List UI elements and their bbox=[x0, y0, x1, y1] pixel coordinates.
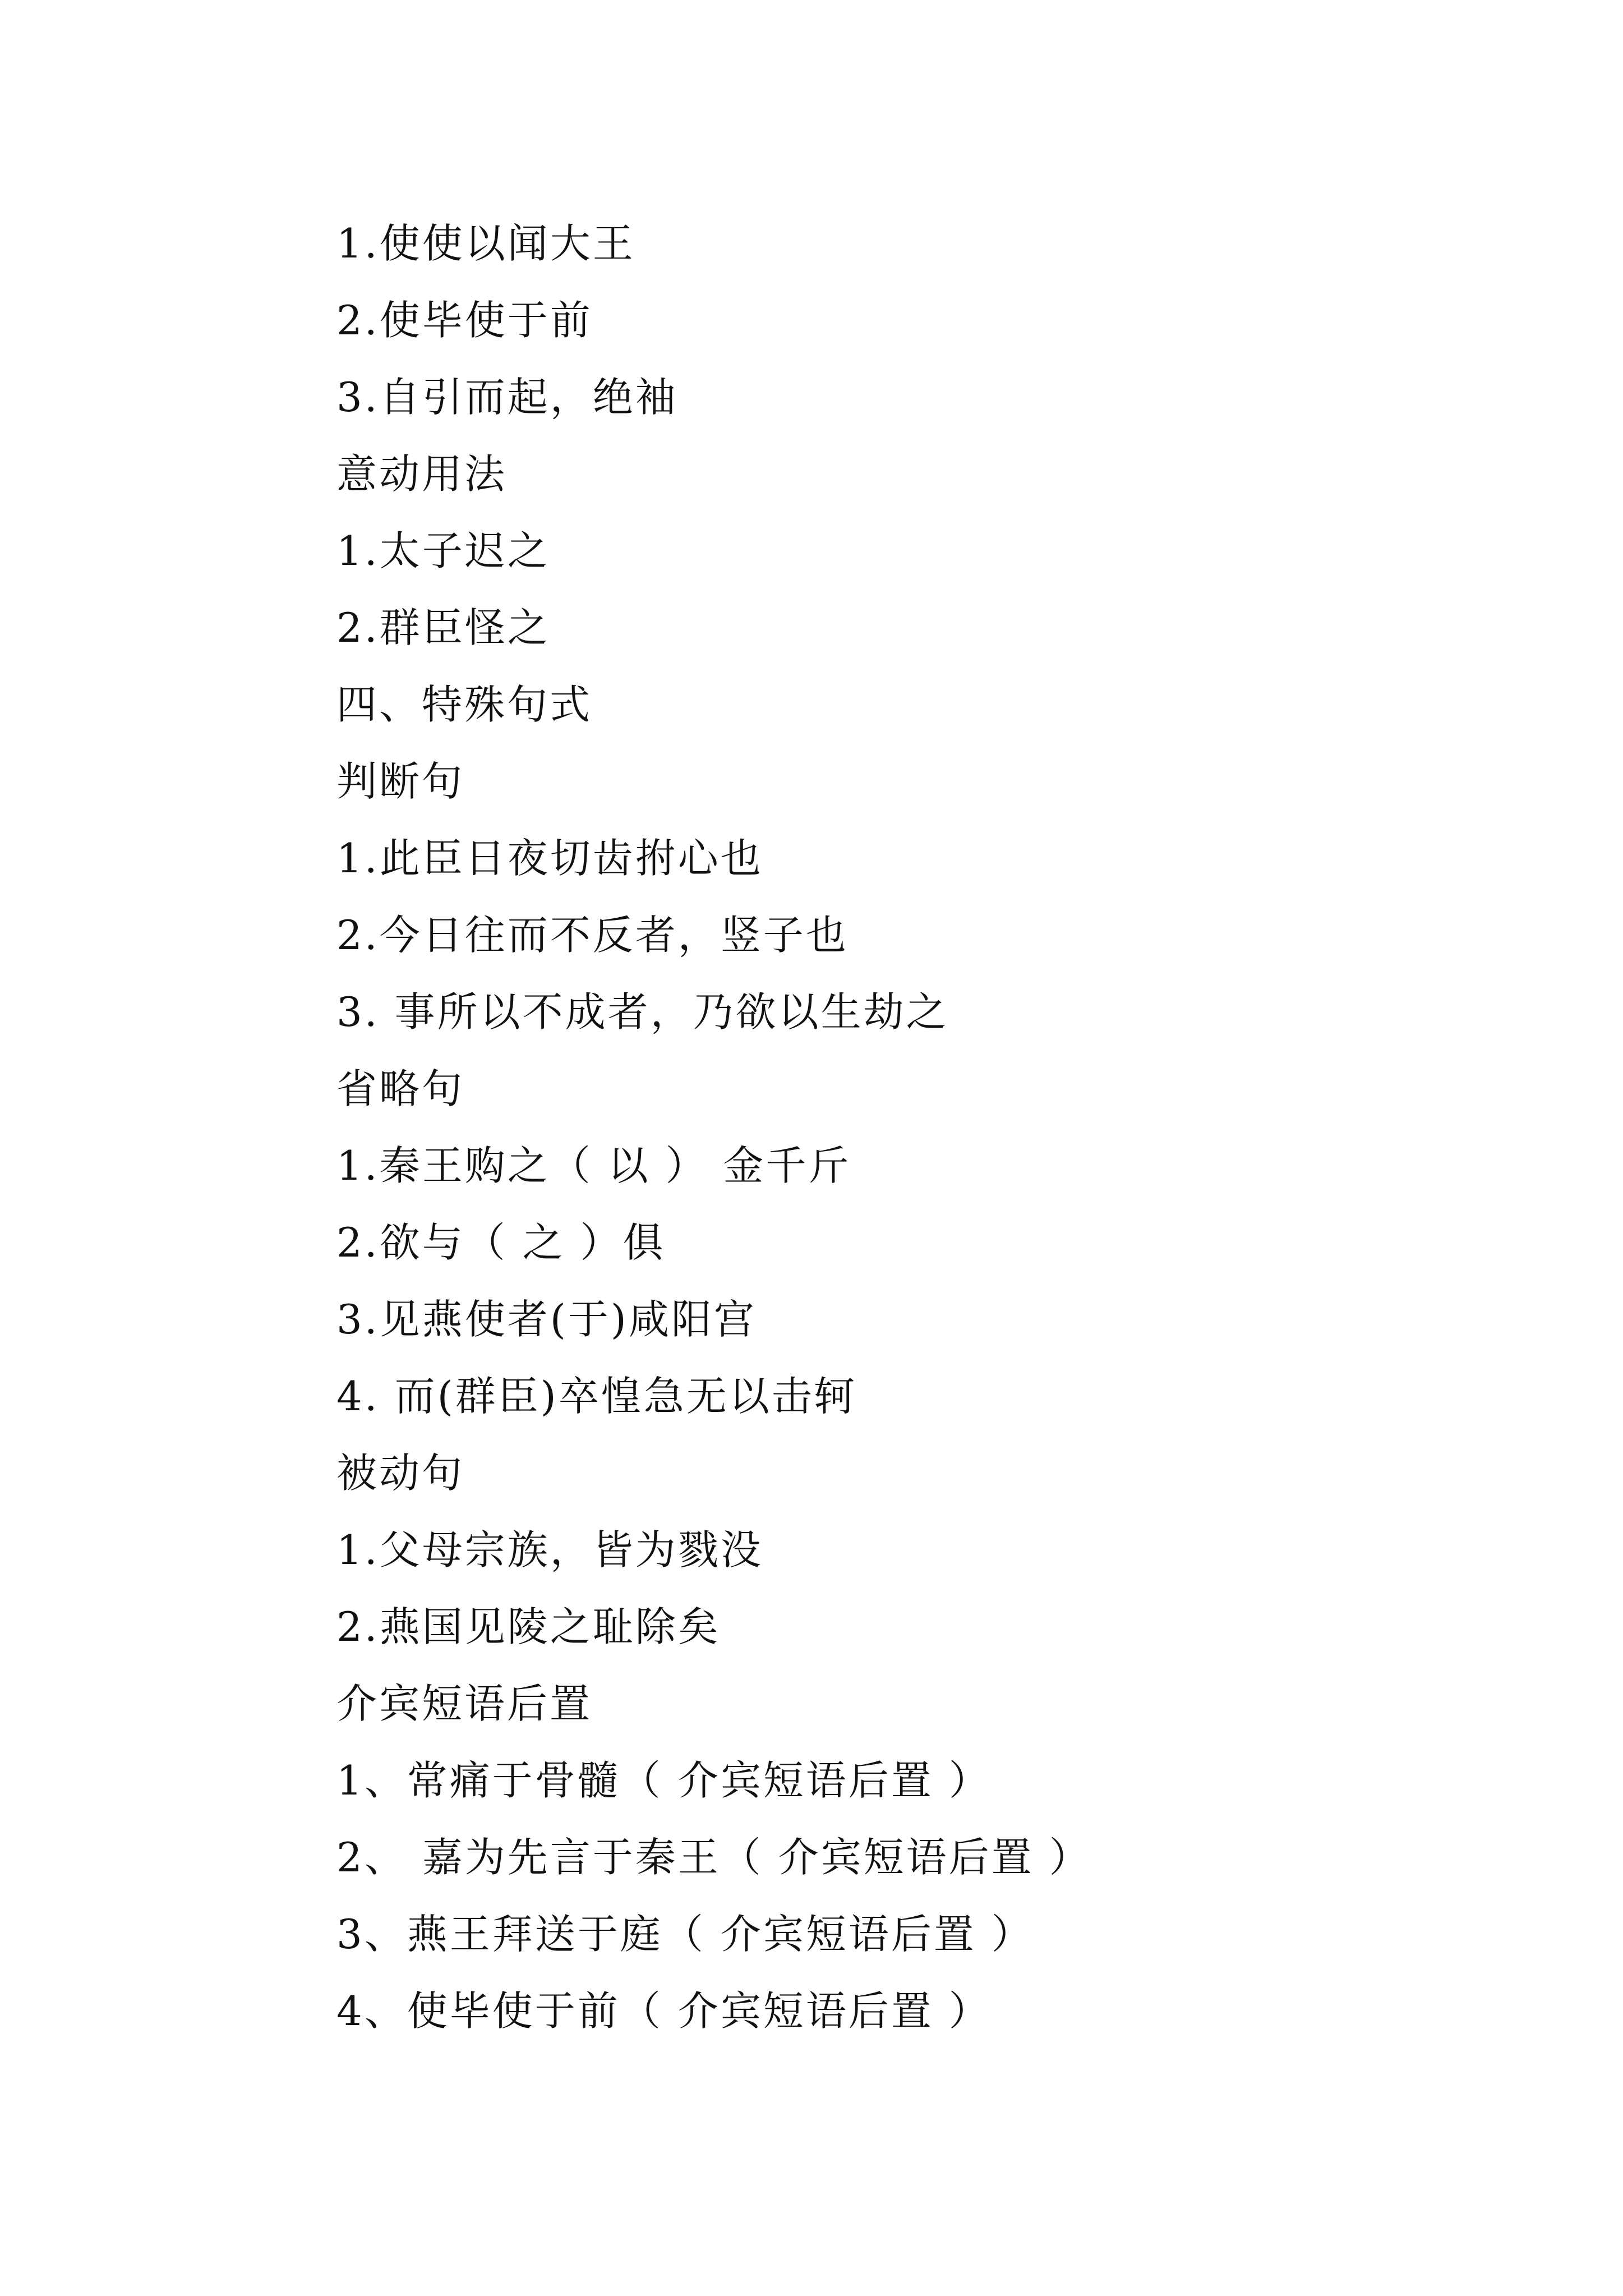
text-line: 4、使毕使于前（ 介宾短语后置 ） bbox=[336, 1987, 992, 2035]
text-line: 2.使毕使于前 bbox=[336, 297, 593, 344]
text-line: 1.此臣日夜切齿拊心也 bbox=[336, 835, 763, 882]
subsection-heading: 被动句 bbox=[336, 1450, 465, 1497]
text-line: 2.欲与（ 之 ）俱 bbox=[336, 1219, 666, 1266]
document-body bbox=[336, 205, 1570, 2050]
subsection-heading: 判断句 bbox=[336, 758, 465, 805]
text-line: 3.自引而起，绝袖 bbox=[336, 374, 678, 421]
text-line: 2.今日往而不反者，竖子也 bbox=[336, 912, 849, 959]
section-heading: 四、特殊句式 bbox=[336, 681, 593, 728]
text-line: 1.太子迟之 bbox=[336, 527, 550, 574]
text-line: 2.燕国见陵之耻除矣 bbox=[336, 1603, 721, 1650]
subsection-heading: 介宾短语后置 bbox=[336, 1680, 593, 1727]
text-line: 1.父母宗族，皆为戮没 bbox=[336, 1526, 763, 1573]
text-line: 3.见燕使者(于)咸阳宫 bbox=[336, 1296, 757, 1343]
subsection-heading: 省略句 bbox=[336, 1065, 465, 1112]
text-line: 1.使使以闻大王 bbox=[336, 220, 635, 267]
text-line: 3. 事所以不成者，乃欲以生劫之 bbox=[336, 988, 949, 1036]
text-line: 4. 而(群臣)卒惶急无以击轲 bbox=[336, 1373, 857, 1420]
text-line: 1.秦王购之（ 以 ） 金千斤 bbox=[336, 1142, 851, 1189]
text-line: 2.群臣怪之 bbox=[336, 604, 550, 651]
section-heading: 意动用法 bbox=[336, 450, 508, 498]
text-line: 3、燕王拜送于庭（ 介宾短语后置 ） bbox=[336, 1911, 1034, 1958]
text-line: 1、常痛于骨髓（ 介宾短语后置 ） bbox=[336, 1757, 992, 1804]
text-line: 2、 嘉为先言于秦王（ 介宾短语后置 ） bbox=[336, 1834, 1092, 1881]
